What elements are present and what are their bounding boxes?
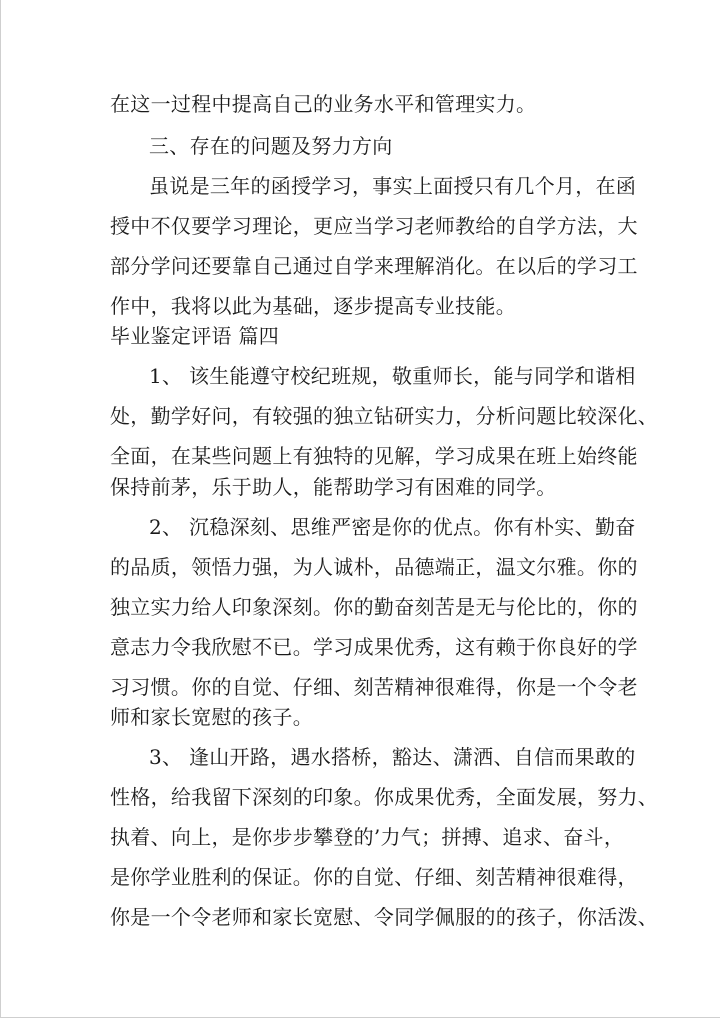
paragraph-line: 虽说是三年的函授学习，事实上面授只有几个月，在函 <box>149 174 637 198</box>
paragraph-line: 处，勤学好问，有较强的独立钻研实力，分析问题比较深化、 <box>110 404 659 428</box>
section-heading: 三、存在的问题及努力方向 <box>149 134 393 158</box>
paragraph-line: 的品质，领悟力强，为人诚朴，品德端正，温文尔雅。你的 <box>110 555 638 579</box>
paragraph-line: 1、 该生能遵守校纪班规，敬重师长，能与同学和谐相 <box>149 364 636 388</box>
paragraph-line: 全面，在某些问题上有独特的见解，学习成果在班上始终能 <box>110 444 638 468</box>
paragraph-line: 独立实力给人印象深刻。你的勤奋刻苦是无与伦比的，你的 <box>110 595 638 619</box>
paragraph-line: 师和家长宽慰的孩子。 <box>110 705 313 729</box>
paragraph-line: 授中不仅要学习理论，更应当学习老师教给的自学方法，大 <box>110 214 638 238</box>
paragraph-line: 作中，我将以此为基础，逐步提高专业技能。 <box>110 294 516 318</box>
paragraph-line: 是你学业胜利的保证。你的自觉、仔细、刻苦精神很难得， <box>110 865 638 889</box>
paragraph-line: 3、 逢山开路，遇水搭桥，豁达、潇洒、自信而果敢的 <box>149 745 636 769</box>
paragraph-line: 意志力令我欣慰不已。学习成果优秀，这有赖于你良好的学 <box>110 635 638 659</box>
paragraph-line: 在这一过程中提高自己的业务水平和管理实力。 <box>110 92 537 116</box>
paragraph-line: 性格，给我留下深刻的印象。你成果优秀，全面发展，努力、 <box>110 785 659 809</box>
paragraph-line: 部分学问还要靠自己通过自学来理解消化。在以后的学习工 <box>110 254 638 278</box>
paragraph-line: 你是一个令老师和家长宽慰、令同学佩服的的孩子，你活泼、 <box>110 905 659 929</box>
paragraph-line: 2、 沉稳深刻、思维严密是你的优点。你有朴实、勤奋 <box>149 515 636 539</box>
paragraph-line: 保持前茅，乐于助人，能帮助学习有困难的同学。 <box>110 475 557 499</box>
paragraph-line: 习习惯。你的自觉、仔细、刻苦精神很难得，你是一个令老 <box>110 675 638 699</box>
paragraph-line: 执着、向上，是你步步攀登的’力气；拼搏、追求、奋斗， <box>110 825 625 849</box>
section-title: 毕业鉴定评语 篇四 <box>110 324 280 348</box>
